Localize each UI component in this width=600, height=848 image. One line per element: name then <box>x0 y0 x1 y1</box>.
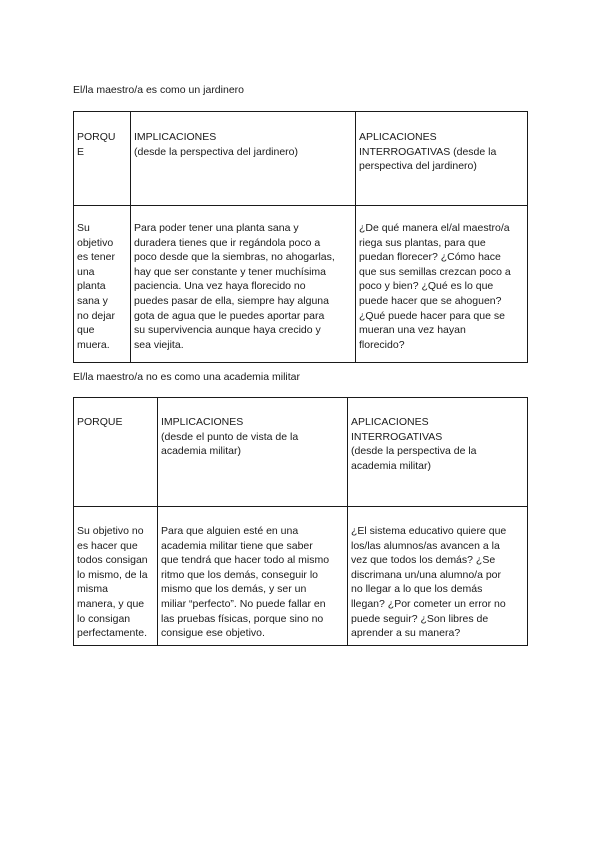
header-porque: PORQUE <box>74 398 158 507</box>
cell-porque: Su objetivo no es hacer que todos consigan lo mismo, de la misma manera, y que lo consigan perfectamente. <box>74 507 158 646</box>
cell-implicaciones: Para que alguien esté en una academia militar tiene que saber que tendrá que hacer todo al mismo ritmo que los demás, conseguir lo mismo que los demás, y ser un miliar “perfecto”. No puede fallar en las pruebas físicas, porque sino no consigue ese objetivo. <box>158 507 348 646</box>
header-aplicaciones: APLICACIONES INTERROGATIVAS (desde la perspectiva de la academia militar) <box>348 398 528 507</box>
header-implicaciones: IMPLICACIONES (desde el punto de vista de la academia militar) <box>158 398 348 507</box>
header-implicaciones: IMPLICACIONES (desde la perspectiva del jardinero) <box>131 112 356 206</box>
header-porque: PORQU E <box>74 112 131 206</box>
table-row <box>74 507 528 646</box>
cell-aplicaciones: ¿De qué manera el/al maestro/a riega sus plantas, para que puedan florecer? ¿Cómo hace que sus semillas crezcan poco a poco y bien? ¿Qué es lo que puede hacer que se ahoguen? ¿Qué puede hacer para que se mueran una vez hayan florecido? <box>356 206 528 363</box>
academia-militar-table <box>73 397 528 646</box>
table-row <box>74 206 528 363</box>
table-header-row <box>74 112 528 206</box>
cell-implicaciones: Para poder tener una planta sana y duradera tienes que ir regándola poco a poco desde que la siembras, no ahogarlas, hay que ser constante y tener muchísima paciencia. Una vez haya florecido no puedes pasar de ella, siempre hay alguna gota de agua que le puedes aportar para su supervivencia aunque haya crecido y sea viejita. <box>131 206 356 363</box>
jardinero-table <box>73 111 528 363</box>
header-aplicaciones: APLICACIONES INTERROGATIVAS (desde la perspectiva del jardinero) <box>356 112 528 206</box>
table-header-row <box>74 398 528 507</box>
section1-heading: El/la maestro/a es como un jardinero <box>73 84 244 96</box>
cell-porque: Su objetivo es tener una planta sana y no dejar que muera. <box>74 206 131 363</box>
section2-heading: El/la maestro/a no es como una academia militar <box>73 371 301 383</box>
cell-aplicaciones: ¿El sistema educativo quiere que los/las alumnos/as avancen a la vez que todos los demás? ¿Se discrimana un/una alumno/a por no llegar a lo que los demás llegan? ¿Por cometer un error no puede seguir? ¿Son libres de aprender a su manera? <box>348 507 528 646</box>
